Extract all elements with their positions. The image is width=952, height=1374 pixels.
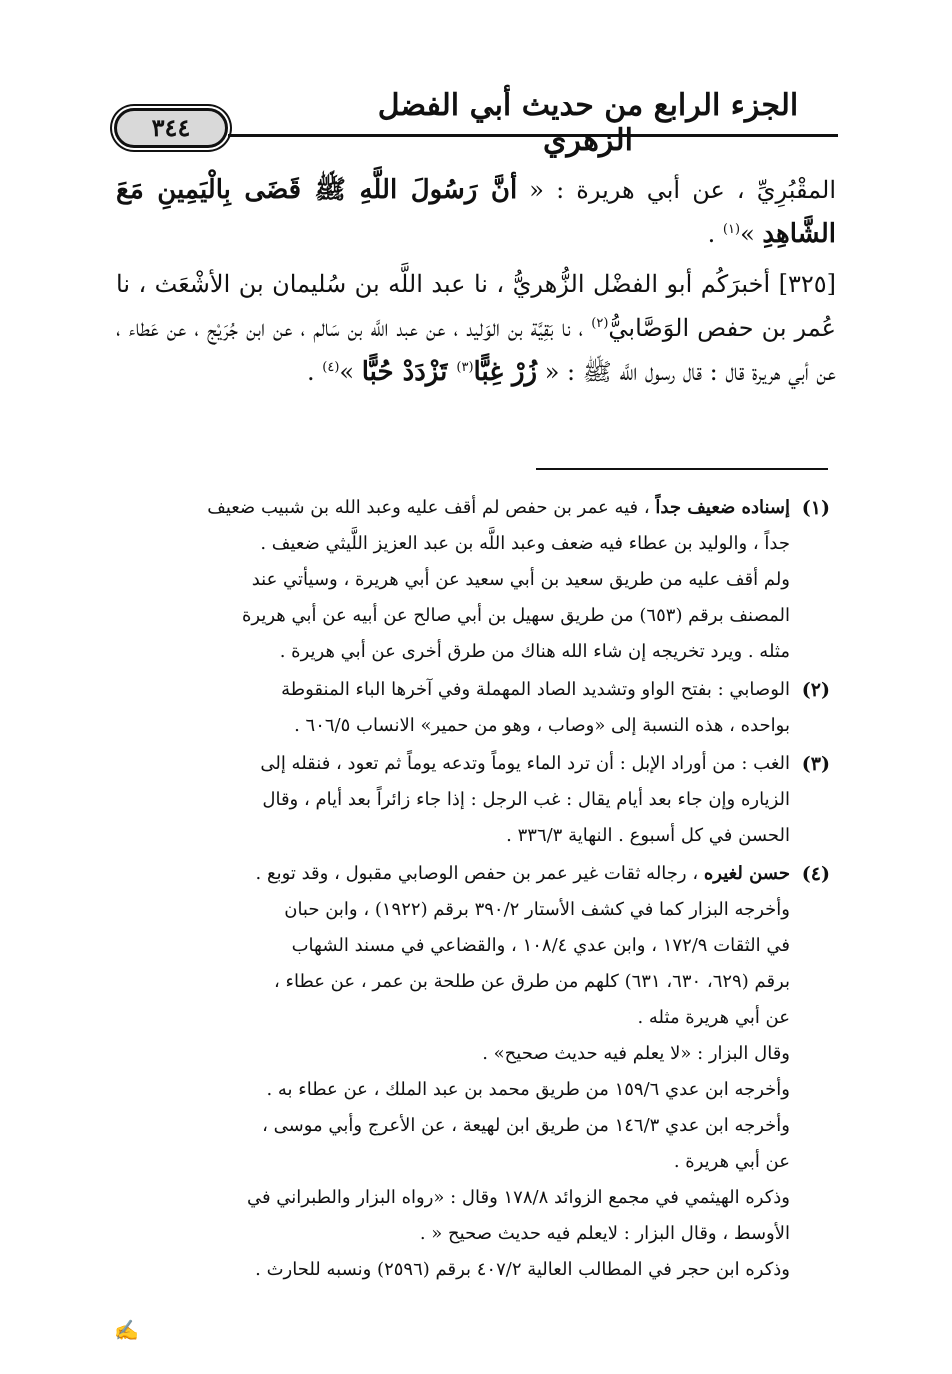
footnote-text: ولم أقف عليه من طريق سعيد بن أبي سعيد عن أبي هريرة ، وسيأتي عند xyxy=(251,569,790,590)
footnote-text: جداً ، والوليد بن عطاء فيه ضعف وعبد اللَّه بن عبد العزيز اللَّيثي ضعيف . xyxy=(260,533,790,554)
footnote-text: وأخرجه البزار كما في كشف الأستار ٣٩٠/٢ برقم (١٩٢٢) ، وابن حبان xyxy=(284,899,790,920)
p2-text: [٣٢٥] أخبرَكُم أبو الفضْل الزُّهريُّ ، نا عبد اللَّه بن سُليمان بن الأشْعَث ، نا عُمر بن حفص الوَصَّابيُّ xyxy=(116,270,836,342)
footnote-line xyxy=(118,1108,790,1144)
footnote-line xyxy=(118,672,790,708)
footnote-ref-4: (٤) xyxy=(322,360,340,375)
footnote-line xyxy=(118,1072,790,1108)
hadith-quote-2a: زُرْ غِبًّا xyxy=(473,357,538,387)
footnote-separator xyxy=(536,468,828,470)
footnote-text: الأوسط ، وقال البزار : لايعلم فيه حديث صحيح « . xyxy=(419,1223,790,1244)
p2-text2: ، نا بَقِيَّة بن الوَليد ، عن عبد اللَّه بن سَالم ، عن ابن جُرَيْج ، عن عَطاء ، عن أبي هريرة قال : قال رسول اللَّه ﷺ : « xyxy=(116,314,836,386)
footnote xyxy=(118,856,830,1288)
footnotes xyxy=(118,490,830,1290)
footnote-text: في الثقات ١٧٢/٩ ، وابن عدي ١٠٨/٤ ، والقضاعي في مسند الشهاب xyxy=(291,935,790,956)
page-number: ٣٤٤ xyxy=(151,113,191,142)
footnote-line xyxy=(118,1252,790,1288)
footnote-text: المصنف برقم (٦٥٣) من طريق سهيل بن أبي صالح عن أبيه عن أبي هريرة xyxy=(242,605,790,626)
footnote-number: (٢) xyxy=(801,679,830,701)
paragraph-1 xyxy=(116,168,836,256)
p1-end: . xyxy=(707,220,723,248)
footnote-line xyxy=(118,856,790,892)
footnote-ref-3: (٣) xyxy=(456,360,474,375)
p2-end: . xyxy=(307,358,323,386)
footnote-text: وقال البزار : «لا يعلم فيه حديث صحيح» . xyxy=(482,1043,790,1064)
footnote-line xyxy=(118,964,790,1000)
footnote-number: (٤) xyxy=(801,863,830,885)
footnote-line xyxy=(118,526,790,562)
footnote-line xyxy=(118,928,790,964)
footnote-text: وأخرجه ابن عدي ١٤٦/٣ من طريق ابن لهيعة ، عن الأعرج وأبي موسى ، xyxy=(262,1115,790,1136)
footnote-text: برقم (٦٢٩، ٦٣٠، ٦٣١) كلهم من طرق عن طلحة بن عمر ، عن عطاء ، xyxy=(273,971,790,992)
hadith-quote-1: أنَّ رَسُولَ اللَّهِ ﷺ قَضَى بِالْيَمِينِ مَعَ الشَّاهِدِ xyxy=(116,175,836,249)
footnote-line xyxy=(118,562,790,598)
footnote-line xyxy=(118,598,790,634)
p2-suffix: » xyxy=(339,358,362,386)
footnote-line xyxy=(118,746,790,782)
footnote-ref-1: (١) xyxy=(722,222,741,237)
footnote-text: بواحده ، هذه النسبة إلى «وصاب ، وهو من حمير» الانساب ٦٠٦/٥ . xyxy=(294,715,790,736)
footnote-grading: حسن لغيره xyxy=(703,863,790,884)
footnote-text: الحسن في كل أسبوع . النهاية ٣٣٦/٣ . xyxy=(506,825,790,846)
p1-prefix: المقْبُرِيِّ ، عن أبي هريرة : « xyxy=(517,176,836,204)
footnote-line xyxy=(118,1144,790,1180)
footnote-line xyxy=(118,892,790,928)
footnote-line xyxy=(118,634,790,670)
footnote xyxy=(118,746,830,854)
paragraph-325 xyxy=(116,262,836,394)
footnote-text: الوصابي : بفتح الواو وتشديد الصاد المهملة وفي آخرها الباء المنقوطة xyxy=(281,679,790,700)
quill-icon: ✍ xyxy=(114,1318,139,1342)
footnote-line xyxy=(118,1036,790,1072)
footnote-text: وأخرجه ابن عدي ١٥٩/٦ من طريق محمد بن عبد الملك ، عن عطاء به . xyxy=(266,1079,790,1100)
running-title: الجزء الرابع من حديث أبي الفضل الزهري xyxy=(377,88,799,158)
footnote-text: ، فيه عمر بن حفص لم أقف عليه وعبد الله بن شبيب ضعيف xyxy=(207,497,656,518)
footnote-line xyxy=(118,1216,790,1252)
footnote-line xyxy=(118,1180,790,1216)
p1-suffix: » xyxy=(740,220,763,248)
footnote-text: الزياره وإن جاء بعد أيام يقال : غب الرجل : إذا جاء زائراً بعد أيام ، وقال xyxy=(262,789,790,810)
footnote-text: وذكره ابن حجر في المطالب العالية ٤٠٧/٢ برقم (٢٥٩٦) ونسبه للحارث . xyxy=(255,1259,790,1280)
footnote-text: عن أبي هريرة . xyxy=(673,1151,790,1172)
footnote-line xyxy=(118,818,790,854)
footnote-line xyxy=(118,782,790,818)
footnote-text: ، رجاله ثقات غير عمر بن حفص الوصابي مقبول ، وقد توبع . xyxy=(255,863,704,884)
footnote-text: وذكره الهيثمي في مجمع الزوائد ١٧٨/٨ وقال : «رواه البزار والطبراني في xyxy=(246,1187,790,1208)
footnote-text: عن أبي هريرة مثله . xyxy=(637,1007,790,1028)
main-text xyxy=(116,168,836,400)
footnote-text: الغب : من أوراد الإبل : أن ترد الماء يوماً وتدعه يوماً ثم تعود ، فنقله إلى xyxy=(260,753,790,774)
footnote-text: مثله . ويرد تخريجه إن شاء الله هناك من طرق أخرى عن أبي هريرة . xyxy=(279,641,790,662)
footnote-ref-2: (٢) xyxy=(591,316,609,331)
footnote-grading: إسناده ضعيف جداً xyxy=(655,497,790,518)
page-header xyxy=(110,88,838,158)
footnote-number: (١) xyxy=(801,497,830,519)
footnote xyxy=(118,672,830,744)
footnote-line xyxy=(118,490,790,526)
header-rule xyxy=(228,134,838,137)
footnote-number: (٣) xyxy=(801,753,830,775)
page-number-badge xyxy=(114,108,228,148)
footnote xyxy=(118,490,830,670)
footnote-line xyxy=(118,1000,790,1036)
footnote-line xyxy=(118,708,790,744)
hadith-quote-2b: تَزْدَدْ حُبًّا xyxy=(361,357,457,387)
